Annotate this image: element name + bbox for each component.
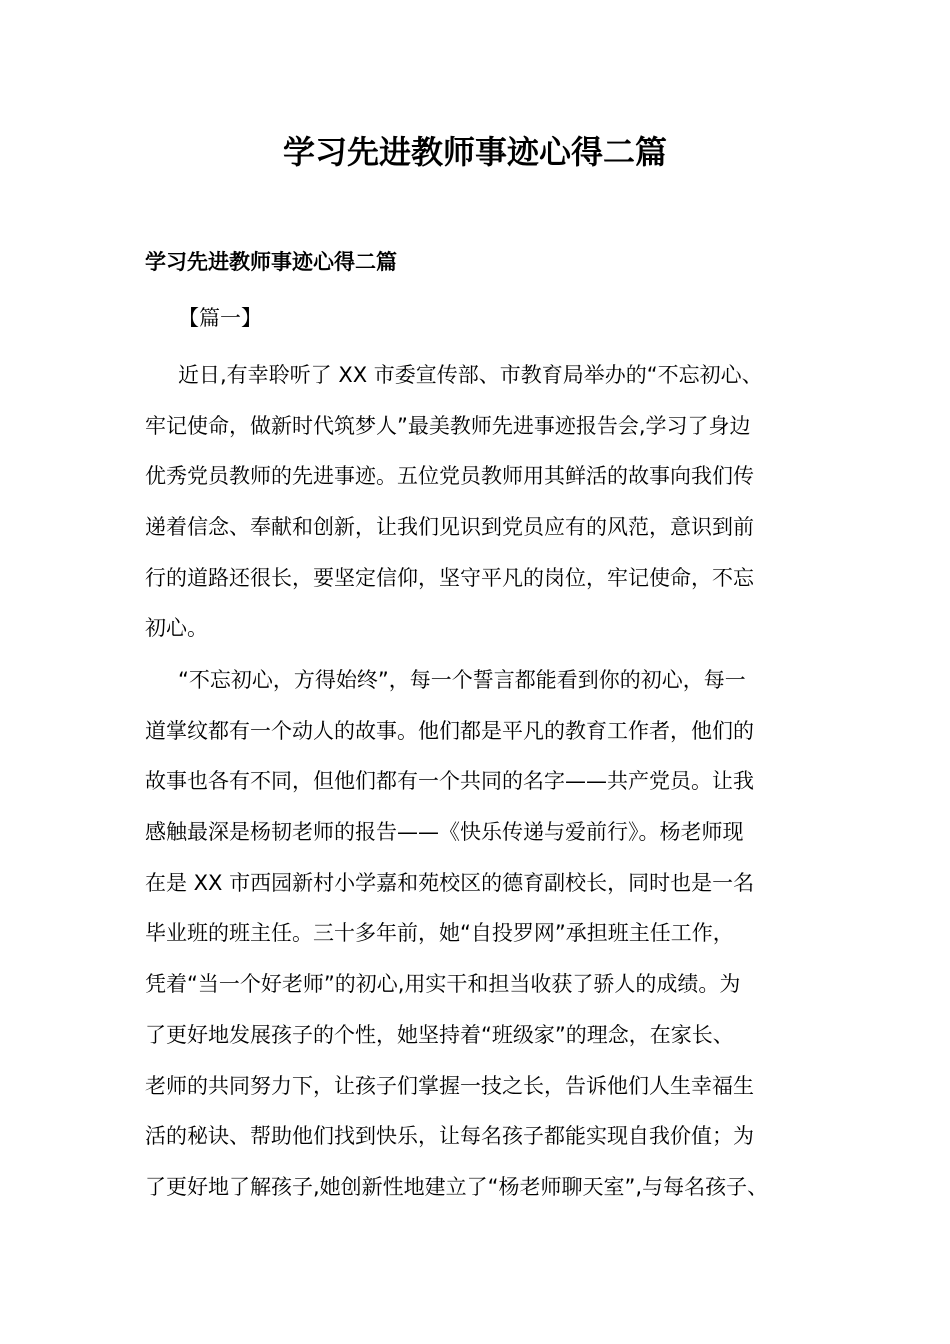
paragraph-line: 了更好地发展孩子的个性，她坚持着“班级家”的理念，在家长、 (145, 1022, 734, 1047)
paragraph-line: 故事也各有不同，但他们都有一个共同的名字——共产党员。让我 (145, 769, 754, 794)
paragraph-line: 在是 XX 市西园新村小学嘉和苑校区的德育副校长，同时也是一名 (145, 870, 755, 895)
document-title: 学习先进教师事迹心得二篇 (282, 133, 667, 171)
paragraph-line: 初心。 (145, 616, 208, 641)
paragraph-line: “不忘初心，方得始终”，每一个誓言都能看到你的初心，每一 (178, 668, 746, 692)
paragraph-line: 递着信念、奉献和创新，让我们见识到党员应有的风范，意识到前 (145, 515, 754, 540)
paragraph-line: 优秀党员教师的先进事迹。五位党员教师用其鲜活的故事向我们传 (145, 464, 754, 489)
paragraph-line: 牢记使命，做新时代筑梦人”最美教师先进事迹报告会,学习了身边 (145, 413, 751, 438)
chapter-label: 【篇一】 (178, 306, 262, 330)
paragraph-2 (145, 655, 768, 1213)
paragraph-line: 了更好地了解孩子,她创新性地建立了“杨老师聊天室”,与每名孩子、 (145, 1174, 769, 1199)
paragraph-line: 感触最深是杨韧老师的报告——《快乐传递与爱前行》。杨老师现 (145, 820, 744, 845)
paragraph-line: 活的秘诀、帮助他们找到快乐，让每名孩子都能实现自我价值；为 (145, 1124, 754, 1149)
paragraph-line: 道掌纹都有一个动人的故事。他们都是平凡的教育工作者，他们的 (145, 718, 754, 743)
paragraph-line: 近日,有幸聆听了 XX 市委宣传部、市教育局举办的“不忘初心、 (178, 363, 763, 387)
paragraph-line: 行的道路还很长，要坚定信仰，坚守平凡的岗位，牢记使命，不忘 (145, 565, 754, 590)
paragraph-line: 凭着“当一个好老师”的初心,用实干和担当收获了骄人的成绩。为 (145, 972, 741, 997)
section-title: 学习先进教师事迹心得二篇 (145, 250, 397, 274)
paragraph-line: 毕业班的班主任。三十多年前，她“自投罗网”承担班主任工作， (145, 921, 734, 946)
paragraph-line: 老师的共同努力下，让孩子们掌握一技之长，告诉他们人生幸福生 (145, 1073, 754, 1098)
paragraph-1 (145, 350, 763, 654)
